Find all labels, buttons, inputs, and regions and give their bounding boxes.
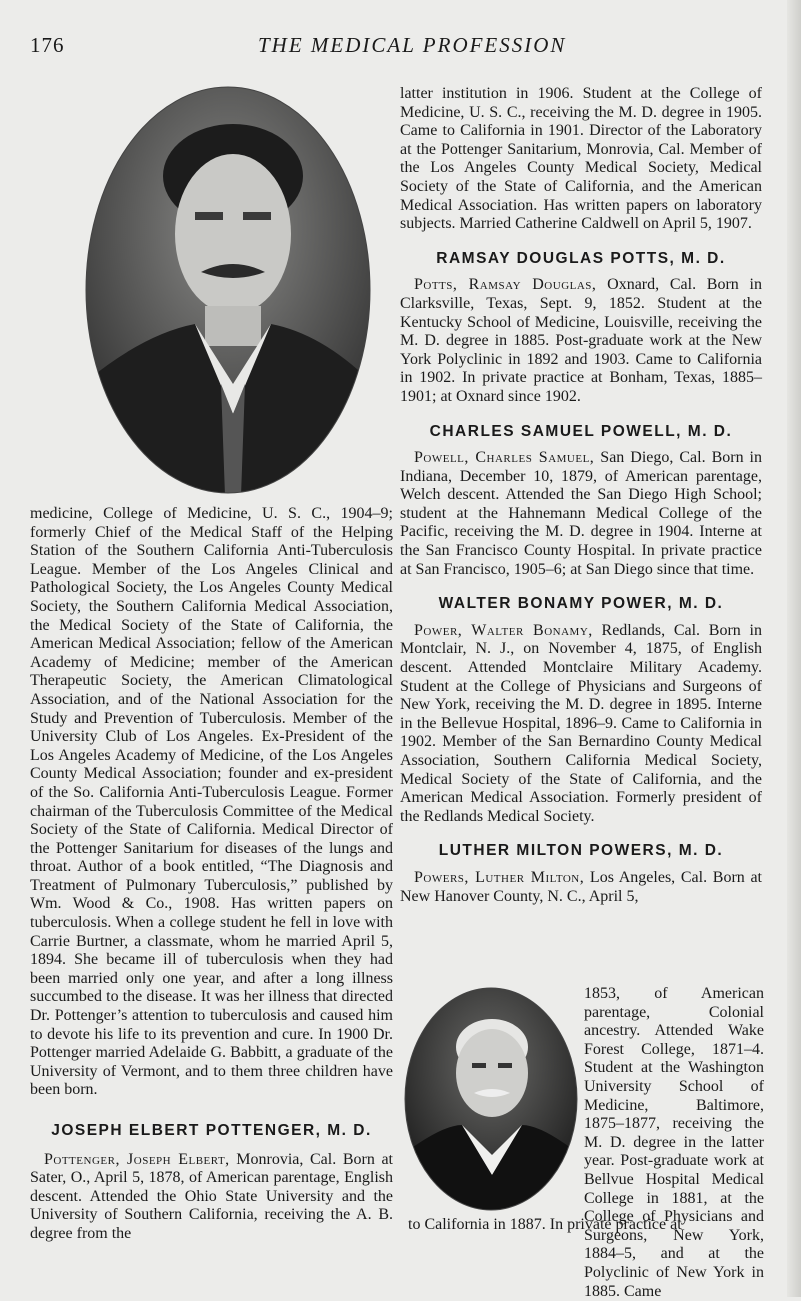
portrait-small	[402, 985, 580, 1213]
entry-powell	[400, 449, 762, 579]
entry-power	[400, 622, 762, 827]
page-edge	[787, 0, 801, 1297]
entry-powers-top	[400, 869, 762, 906]
entry-text-pottenger: Monrovia, Cal. Born at Sater, O., April 5, 1878, of American parentage, English descent. Attended the Ohio State University and the University of Southern California, receiving the A. B. degree from the	[30, 1150, 393, 1242]
entry-name-power: Power, Walter Bonamy,	[414, 621, 593, 639]
entry-heading-power: WALTER BONAMY POWER, M. D.	[438, 595, 724, 613]
portrait-large	[83, 84, 373, 496]
page-header	[0, 33, 801, 59]
entry-potts	[400, 276, 762, 406]
entry-heading-potts: RAMSAY DOUGLAS POTTS, M. D.	[436, 249, 726, 267]
entry-text-powers-top: Los Angeles, Cal. Born at New Hanover County, N. C., April 5,	[400, 868, 763, 905]
page-number: 176	[30, 33, 65, 57]
entry-text-power: Redlands, Cal. Born in Montclair, N. J., on November 4, 1875, of English descent. Attended Montclaire Military Academy. Student at the College of Physicians and Surgeons of New York, receiving the M. D. degree in 1895. Interne in the Bellevue Hospital, 1896–9. Came to California in 1902. Member of the San Bernardino County Medical Association, Southern California Medical Society, Medical Society of the State of California, and the American Medical Association. Formerly president of the Redlands Medical Society.	[400, 621, 762, 825]
left-column	[30, 505, 393, 1244]
entry-name-powers: Powers, Luther Milton,	[414, 868, 585, 886]
entry-powers-float: 1853, of American parentage, Colonial ancestry. Attended Wake Forest College, 1871–4. Student at the Washington University School of Medicine, Baltimore, 1875–1877, receiving the M. D. degree in the latter year. Post-graduate work at Bellvue Hospital Medical College in 1881, at the College of Physicians and Surgeons, New York, 1884–5, and at the Polyclinic of New York in 1885. Came	[584, 985, 764, 1300]
running-title: THE MEDICAL PROFESSION	[258, 33, 567, 57]
right-column	[400, 85, 762, 906]
pottenger-jr-bio-continued: latter institution in 1906. Student at the College of Medicine, U. S. C., receiving the M. D. degree in 1905. Came to California in 1901. Director of the Laboratory at the Pottenger Sanitarium, Monrovia, Cal. Member of the Los Angeles County Medical Society, Medical Society of the State of California, and the American Medical Association. Has written papers on laboratory subjects. Married Catherine Caldwell on April 5, 1907.	[400, 85, 762, 233]
entry-text-powell: San Diego, Cal. Born in Indiana, December 10, 1879, of American parentage, Welch descent. Attended the San Diego High School; student at the Hahnemann Medical College of the Pacific, receiving the M. D. degree in 1904. Interne at the San Francisco County Hospital. In private practice at San Francisco, 1905–6; at San Diego since that time.	[400, 449, 762, 578]
entry-powers-tail: to California in 1887. In private practice at	[408, 1216, 682, 1233]
pottenger-sr-bio-continued: medicine, College of Medicine, U. S. C., 1904–9; formerly Chief of the Medical Staff of the Helping Station of the Southern California Anti-Tuberculosis League. Member of the Los Angeles Clinical and Pathological Society, the Los Angeles County Medical Society, the Southern California Medical Association, the Medical Society of the State of California, the American Medical Association; fellow of the American Academy of Medicine; member of the American Therapeutic Society, the American Climatological Association, and of the National Association for the Study and Prevention of Tuberculosis. Member of the University Club of Los Angeles. Ex-President of the Los Angeles Academy of Medicine, of the Los Angeles County Medical Association; founder and ex-president of the So. California Anti-Tuberculosis League. Former chairman of the Tuberculosis Committee of the Medical Society of the State of California. Medical Director of the Pottenger Sanitarium for diseases of the lungs and throat. Author of a book entitled, “The Diagnosis and Treatment of Pulmonary Tuberculosis,” published by Wm. Wood & Co., 1908. Has written papers on tuberculosis. When a college student he fell in love with Carrie Burtner, a classmate, whom he married April 5, 1894. She became ill of tuberculosis when they had been married only one year, and after a long illness succumbed to the disease. It was her illness that directed Dr. Pottenger’s attention to tuberculosis and caused him to devote his life to its prevention and cure. In 1900 Dr. Pottenger married Adelaide G. Babbitt, a graduate of the University of Vermont, and to them three children have been born.	[30, 505, 393, 1099]
entry-heading-pottenger: JOSEPH ELBERT POTTENGER, M. D.	[51, 1122, 372, 1139]
entry-heading-powell: CHARLES SAMUEL POWELL, M. D.	[429, 422, 733, 440]
entry-text-potts: Oxnard, Cal. Born in Clarksville, Texas, Sept. 9, 1852. Student at the Kentucky School of Medicine, Louisville, receiving the M. D. degree in 1885. Post-graduate work at the New York Polyclinic in 1892 and 1903. Came to California in 1902. In private practice at Bonham, Texas, 1885–1901; at Oxnard since 1902.	[400, 276, 762, 405]
entry-pottenger	[30, 1151, 393, 1244]
entry-name-powell: Powell, Charles Samuel,	[414, 449, 595, 467]
entry-heading-powers: LUTHER MILTON POWERS, M. D.	[438, 842, 724, 860]
entry-name-pottenger: Pottenger, Joseph Elbert,	[44, 1150, 230, 1168]
entry-name-potts: Potts, Ramsay Douglas,	[414, 276, 597, 294]
